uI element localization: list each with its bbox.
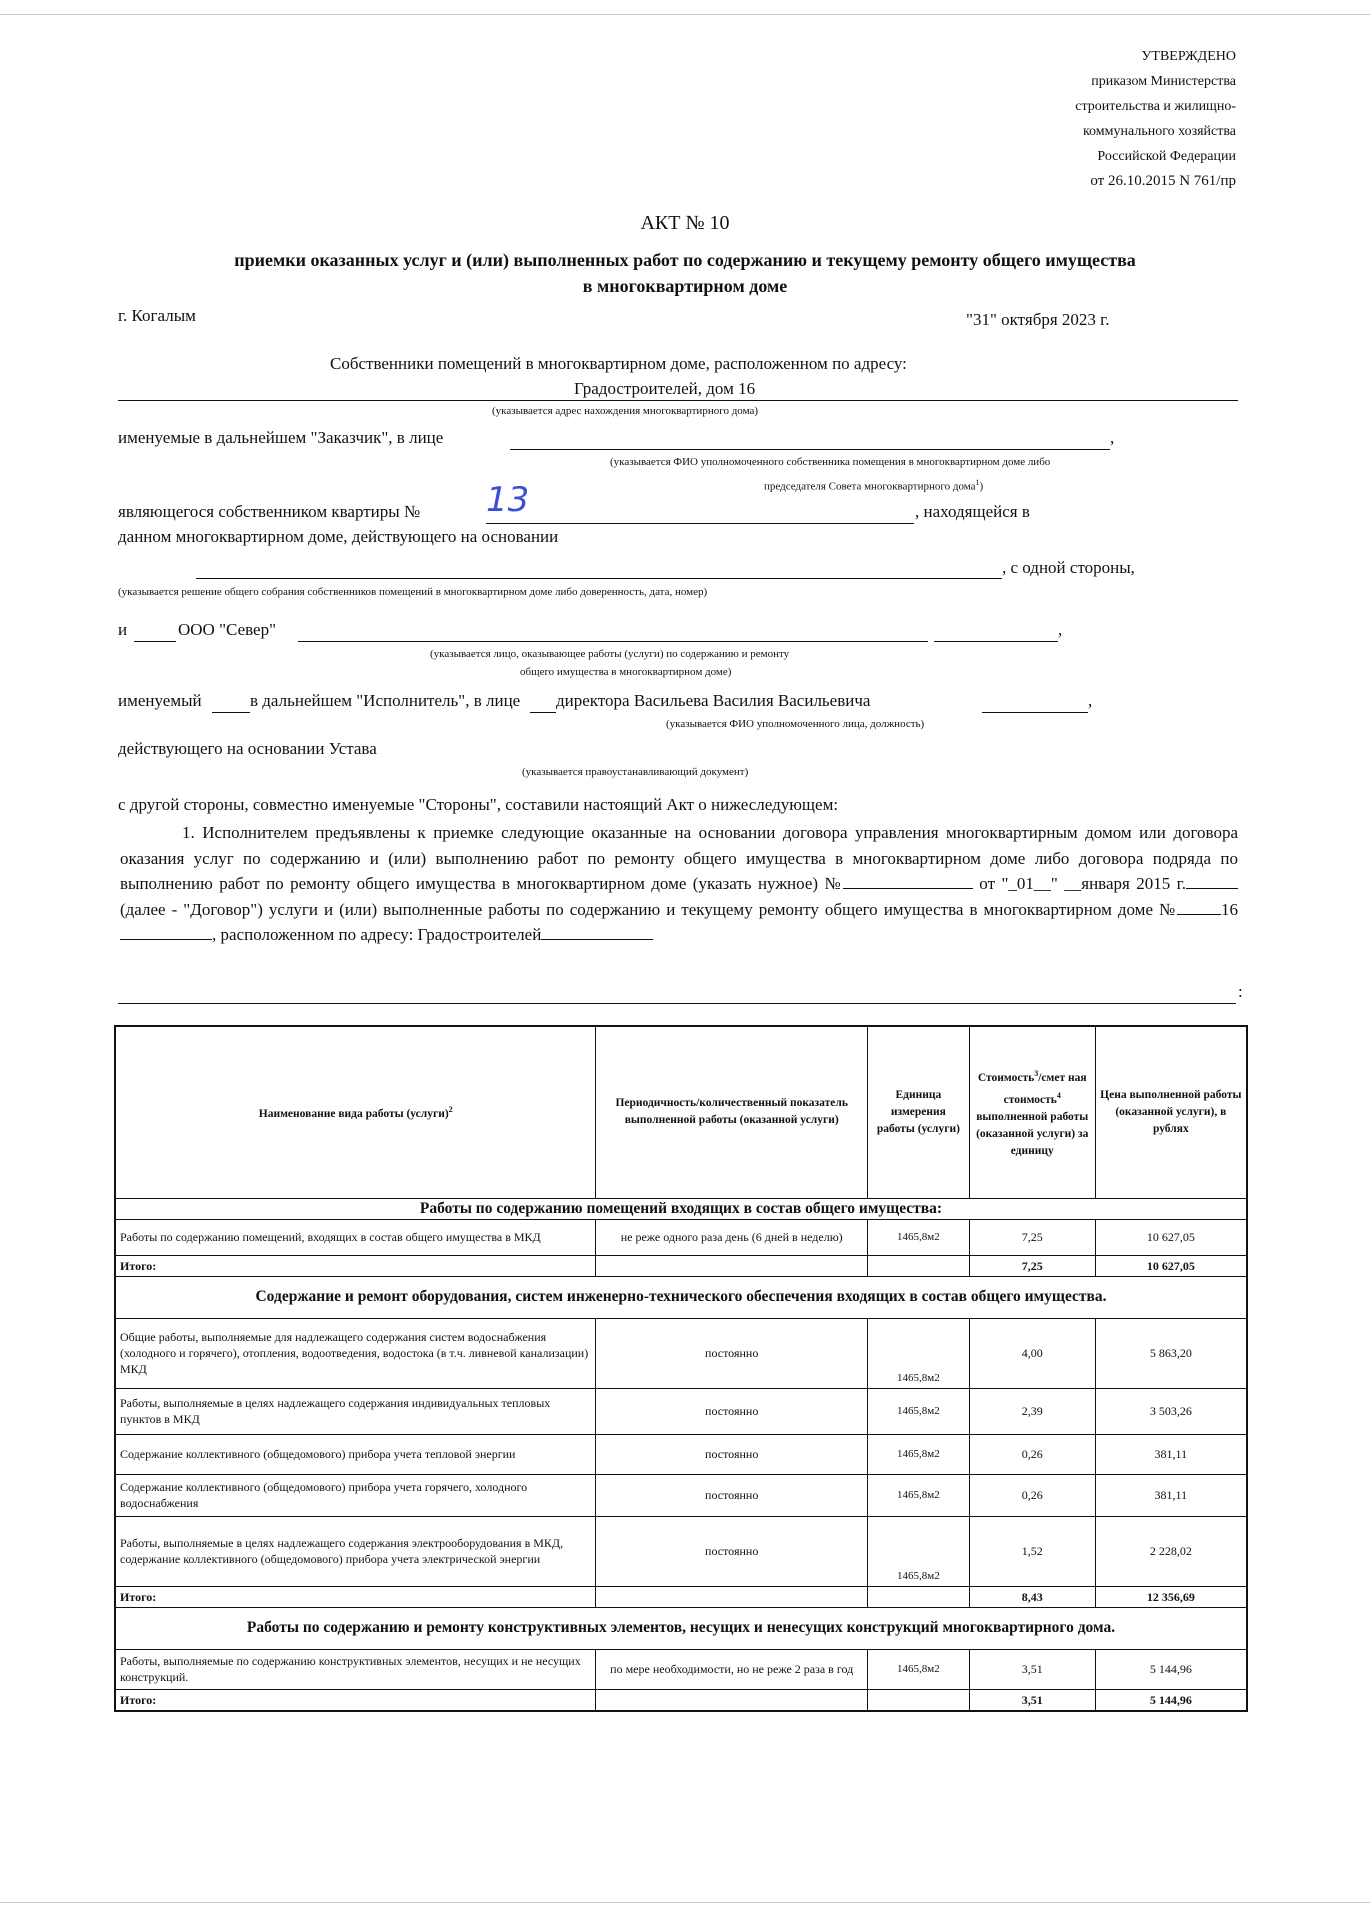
table-row [115, 1388, 1247, 1434]
row-cost: 0,26 [969, 1434, 1095, 1474]
apartment-tail: , находящейся в [915, 502, 1030, 521]
header-name [115, 1026, 596, 1198]
row-name: Содержание коллективного (общедомового) прибора учета тепловой энергии [115, 1434, 596, 1474]
executor-underline-1 [212, 712, 250, 713]
total-label: Итого: [115, 1689, 596, 1711]
row-cost: 7,25 [969, 1219, 1095, 1255]
executor-b: в дальнейшем "Исполнитель", в лице [250, 691, 521, 710]
header-cost-a: Стоимость [977, 1071, 1035, 1084]
row-name: Работы, выполняемые в целях надлежащего содержания индивидуальных тепловых пунктов в МКД [115, 1388, 596, 1434]
executor-a: именуемый [118, 691, 202, 710]
row-price: 381,11 [1095, 1474, 1247, 1516]
row-price: 10 627,05 [1095, 1219, 1247, 1255]
customer-hint-1: (указывается ФИО уполномоченного собственника помещения в многоквартирном доме либо [610, 456, 1051, 468]
table-header-row [115, 1026, 1247, 1198]
address: Градостроителей, дом 16 [574, 379, 756, 398]
executor-person: директора Васильева Василия Васильевича [556, 691, 871, 710]
header-cost [969, 1026, 1095, 1198]
contractor-name: ООО "Север" [178, 620, 277, 639]
customer-line: именуемые в дальнейшем "Заказчик", в лице [118, 428, 444, 447]
owners-line: Собственники помещений в многоквартирном доме, расположенном по адресу: [330, 354, 907, 373]
total-empty-1 [596, 1255, 867, 1276]
header-name-footnote: 2 [448, 1105, 453, 1115]
row-price: 381,11 [1095, 1434, 1247, 1474]
row-name: Работы по содержанию помещений, входящих в состав общего имущества в МКД [115, 1219, 596, 1255]
total-empty-2 [867, 1255, 969, 1276]
contractor-underline-2 [934, 641, 1058, 642]
row-cost: 1,52 [969, 1516, 1095, 1586]
row-unit: 1465,8м2 [867, 1516, 969, 1586]
section-title: Работы по содержанию помещений входящих в состав общего имущества: [115, 1198, 1247, 1219]
apartment-number: 13 [486, 480, 530, 520]
one-side: , с одной стороны, [1002, 558, 1135, 577]
contractor-prefix: и [118, 620, 128, 639]
row-periodicity: постоянно [596, 1434, 867, 1474]
address-underline [118, 400, 1238, 401]
total-label: Итого: [115, 1255, 596, 1276]
header-unit: Единица измерения работы (услуги) [867, 1026, 969, 1198]
row-unit: 1465,8м2 [867, 1474, 969, 1516]
header-cost-c: выполненной работы (оказанной услуги) за единицу [976, 1110, 1089, 1157]
section-title: Содержание и ремонт оборудования, систем инженерно-технического обеспечения входящих в состав общего имущества. [115, 1276, 1247, 1318]
total-cost: 3,51 [969, 1689, 1095, 1711]
act-subtitle-line-2: в многоквартирном доме [582, 276, 788, 296]
basis-underline [196, 578, 1002, 579]
acting-basis: действующего на основании Устава [118, 739, 377, 758]
city: г. Когалым [118, 306, 196, 325]
row-cost: 4,00 [969, 1318, 1095, 1388]
total-price: 12 356,69 [1095, 1586, 1247, 1607]
table-row [115, 1434, 1247, 1474]
address-continuation-line [118, 1003, 1236, 1004]
scan-edge-bottom [0, 1902, 1370, 1903]
row-price: 2 228,02 [1095, 1516, 1247, 1586]
house-blank-tail [120, 925, 212, 940]
total-row [115, 1255, 1247, 1276]
act-title: АКТ № 10 [640, 212, 730, 234]
executor-underline-3 [982, 712, 1088, 713]
section-header [115, 1198, 1247, 1219]
contract-number-blank [843, 874, 973, 889]
acting-hint: (указывается правоустанавливающий документ) [522, 766, 749, 778]
act-subtitle [0, 247, 1370, 299]
row-periodicity: постоянно [596, 1516, 867, 1586]
table-row [115, 1516, 1247, 1586]
row-unit: 1465,8м2 [867, 1649, 969, 1689]
house-number: 16 [1221, 899, 1238, 919]
row-name: Работы, выполняемые в целях надлежащего содержания электрооборудования в МКД, содержание коллективного (общедомового) прибора учета электрической энергии [115, 1516, 596, 1586]
approval-line-5: Российской Федерации [1097, 149, 1236, 164]
total-label: Итого: [115, 1586, 596, 1607]
scan-edge-top [0, 14, 1370, 15]
owner-apartment-line: являющегося собственником квартиры № [118, 502, 421, 521]
row-unit: 1465,8м2 [867, 1318, 969, 1388]
contractor-underline-lead [134, 641, 176, 642]
table-row [115, 1649, 1247, 1689]
customer-hint-2-text: председателя Совета многоквартирного дома [764, 480, 976, 493]
approval-line-6: от 26.10.2015 N 761/пр [1090, 173, 1236, 189]
act-subtitle-line-1: приемки оказанных услуг и (или) выполненных работ по содержанию и текущему ремонту общего имущества [234, 250, 1136, 270]
row-name: Общие работы, выполняемые для надлежащего содержания систем водоснабжения (холодного и горячего), отопления, водоотведения, водостока (в т.ч. ливневой канализации) МКД [115, 1318, 596, 1388]
contract-day: 01 [1016, 874, 1034, 893]
paragraph-1-part-d: (далее - "Договор") услуги и (или) выполненные работы по содержанию и текущему ремонту общего имущества в многоквартирном доме № [120, 899, 1177, 919]
approval-line-1: УТВЕРЖДЕНО [1141, 49, 1236, 64]
section-header [115, 1607, 1247, 1649]
row-periodicity: постоянно [596, 1474, 867, 1516]
header-cost-footnote-2: 4 [1056, 1090, 1061, 1100]
executor-hint: (указывается ФИО уполномоченного лица, должность) [666, 718, 925, 730]
row-name: Содержание коллективного (общедомового) прибора учета горячего, холодного водоснабжения [115, 1474, 596, 1516]
table-row [115, 1219, 1247, 1255]
approval-line-2: приказом Министерства [1091, 74, 1236, 89]
works-table [114, 1025, 1248, 1712]
row-price: 3 503,26 [1095, 1388, 1247, 1434]
row-cost: 2,39 [969, 1388, 1095, 1434]
row-unit: 1465,8м2 [867, 1388, 969, 1434]
paragraph-1-part-a: 1. Исполнителем предъявлены к приемке следующие оказанные на основании договора управления многоквартирным домом или договора оказания услуг по содержанию и (или) выполнению работ по ремонту общего имущества в многоквартирном доме либо договора подряда по выполнению работ по ремонту общего имущества в многоквартирном доме (указать нужное) № [120, 823, 1238, 893]
colon: : [1238, 982, 1243, 1001]
address-tail-blank [541, 925, 653, 940]
row-periodicity: постоянно [596, 1388, 867, 1434]
table-row [115, 1474, 1247, 1516]
section-header [115, 1276, 1247, 1318]
total-price: 5 144,96 [1095, 1689, 1247, 1711]
total-empty-1 [596, 1586, 867, 1607]
customer-hint-2 [764, 478, 983, 493]
row-cost: 3,51 [969, 1649, 1095, 1689]
header-cost-footnote-1: 3 [1034, 1068, 1039, 1078]
paragraph-1 [120, 820, 1238, 948]
total-empty-2 [867, 1689, 969, 1711]
contractor-hint-2: общего имущества в многоквартирном доме) [520, 666, 732, 678]
address-hint: (указывается адрес нахождения многоквартирного дома) [492, 405, 759, 417]
executor-underline-2 [530, 712, 556, 713]
total-empty-2 [867, 1586, 969, 1607]
contractor-comma: , [1058, 620, 1063, 639]
executor-comma: , [1088, 691, 1093, 710]
apartment-underline [486, 523, 914, 524]
total-cost: 8,43 [969, 1586, 1095, 1607]
basis-hint: (указывается решение общего собрания собственников помещений в многоквартирном доме либо доверенность, дата, номер) [118, 586, 708, 598]
customer-hint-2-footnote: 1 [975, 478, 980, 487]
customer-comma: , [1110, 428, 1115, 447]
header-price: Цена выполненной работы (оказанной услуги), в рублях [1095, 1026, 1247, 1198]
row-periodicity: по мере необходимости, но не реже 2 раза в год [596, 1649, 867, 1689]
row-cost: 0,26 [969, 1474, 1095, 1516]
total-empty-1 [596, 1689, 867, 1711]
total-row [115, 1586, 1247, 1607]
approval-line-4: коммунального хозяйства [1082, 124, 1236, 139]
section-title: Работы по содержанию и ремонту конструктивных элементов, несущих и ненесущих конструкций многоквартирного дома. [115, 1607, 1247, 1649]
paragraph-1-part-e: , расположенном по адресу: Градостроителей [212, 925, 542, 944]
paragraph-1-part-c: __" __января 2015 г. [1033, 874, 1186, 893]
row-unit: 1465,8м2 [867, 1434, 969, 1474]
approval-block [1075, 44, 1236, 194]
table-row [115, 1318, 1247, 1388]
total-price: 10 627,05 [1095, 1255, 1247, 1276]
other-side-line: с другой стороны, совместно именуемые "Стороны", составили настоящий Акт о нижеследующем: [118, 795, 839, 814]
customer-hint-2-end: ) [979, 480, 984, 493]
customer-underline [510, 449, 1110, 450]
paragraph-1-part-b: от "_ [972, 874, 1017, 893]
header-periodicity: Периодичность/количественный показатель выполненной работы (оказанной услуги) [596, 1026, 867, 1198]
row-name: Работы, выполняемые по содержанию конструктивных элементов, несущих и не несущих конструкций. [115, 1649, 596, 1689]
header-cost-b: /смет ная стоимость [1003, 1071, 1087, 1106]
total-row [115, 1689, 1247, 1711]
row-periodicity: постоянно [596, 1318, 867, 1388]
act-date: "31" октября 2023 г. [966, 310, 1110, 329]
house-blank-lead [1177, 900, 1221, 915]
header-name-text: Наименование вида работы (услуги) [258, 1108, 449, 1121]
basis-line: данном многоквартирном доме, действующего на основании [118, 527, 559, 546]
approval-line-3: строительства и жилищно- [1075, 99, 1236, 114]
row-periodicity: не реже одного раза день (6 дней в неделю) [596, 1219, 867, 1255]
contractor-hint-1: (указывается лицо, оказывающее работы (услуги) по содержанию и ремонту [430, 648, 790, 660]
contract-date-blank [1186, 874, 1238, 889]
row-unit: 1465,8м2 [867, 1219, 969, 1255]
contractor-underline [298, 641, 928, 642]
total-cost: 7,25 [969, 1255, 1095, 1276]
row-price: 5 863,20 [1095, 1318, 1247, 1388]
row-price: 5 144,96 [1095, 1649, 1247, 1689]
